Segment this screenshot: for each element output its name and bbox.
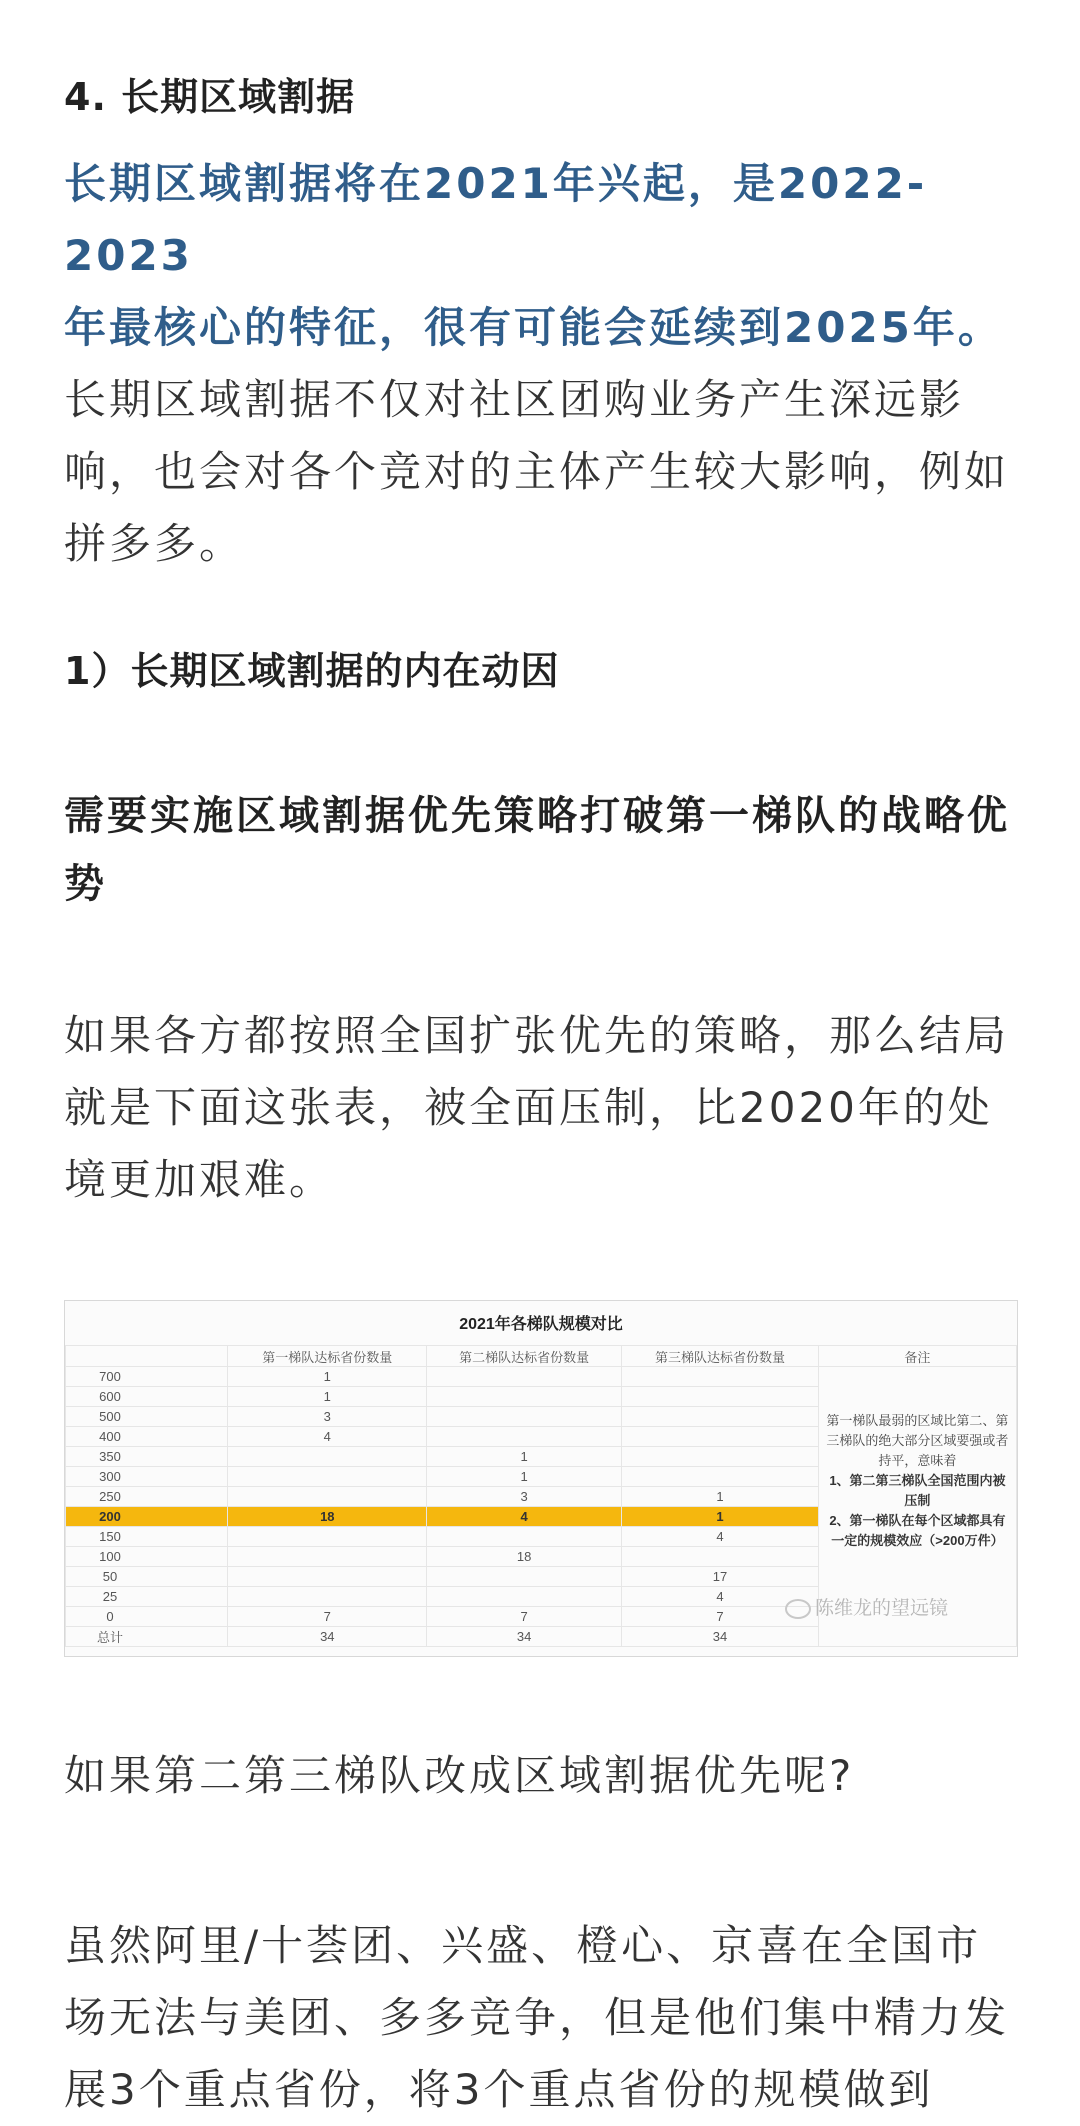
table-cell-tier3 <box>622 1387 819 1407</box>
intro-body: 长期区域割据不仅对社区团购业务产生深远影响，也会对各个竞对的主体产生较大影响，例如拼多多。 <box>64 375 1010 568</box>
watermark-text: 陈维龙的望远镜 <box>815 1598 949 1619</box>
row-label-text: 150 <box>99 1529 121 1544</box>
table-row-label <box>66 1607 228 1627</box>
subheading: 1）长期区域割据的内在动因 <box>64 649 560 693</box>
table-cell-tier1 <box>228 1527 427 1547</box>
table-cell-tier3: 7 <box>622 1607 819 1627</box>
table-cell-tier3 <box>622 1407 819 1427</box>
table-row-label <box>66 1447 228 1467</box>
table-cell-tier1 <box>228 1567 427 1587</box>
wechat-icon <box>785 1599 811 1619</box>
remark-point: 2、第一梯队在每个区域都具有一定的规模效应（>200万件） <box>829 1513 1006 1548</box>
table-cell-tier3: 1 <box>622 1507 819 1527</box>
row-label-text: 250 <box>99 1489 121 1504</box>
table-row-label <box>66 1567 228 1587</box>
row-label-text: 400 <box>99 1429 121 1444</box>
table-cell-tier1: 7 <box>228 1607 427 1627</box>
table-cell-tier1: 34 <box>228 1627 427 1647</box>
table-cell-tier2: 18 <box>427 1547 622 1567</box>
table-cell-tier3: 34 <box>622 1627 819 1647</box>
table-cell-tier2: 34 <box>427 1627 622 1647</box>
table-cell-tier3: 1 <box>622 1487 819 1507</box>
table-row-label <box>66 1527 228 1547</box>
row-label-text: 总计 <box>96 1630 123 1645</box>
table-cell-tier1: 3 <box>228 1407 427 1427</box>
highlight-line-2: 年最核心的特征，很有可能会延续到2025年。 <box>64 303 1003 352</box>
table-cell-tier2: 1 <box>427 1467 622 1487</box>
table-cell-tier1: 1 <box>228 1387 427 1407</box>
row-label-text: 300 <box>99 1469 121 1484</box>
table-cell-tier2 <box>427 1387 622 1407</box>
watermark <box>785 1593 948 1620</box>
table-row-label <box>66 1367 228 1387</box>
remark-point: 1、第二第三梯队全国范围内被压制 <box>829 1473 1006 1508</box>
table-cell-tier3: 17 <box>622 1567 819 1587</box>
row-label-text: 500 <box>99 1409 121 1424</box>
comparison-table-image <box>64 1300 1018 1657</box>
row-label-text: 600 <box>99 1389 121 1404</box>
table-cell-tier2 <box>427 1587 622 1607</box>
table-header-cell <box>66 1346 228 1367</box>
paragraph-2: 如果各方都按照全国扩张优先的策略，那么结局就是下面这张表，被全面压制，比2020年的处境更加艰难。 <box>64 1011 1010 1204</box>
table-header-cell: 第三梯队达标省份数量 <box>622 1346 819 1367</box>
row-label-text: 350 <box>99 1449 121 1464</box>
table-cell-tier3 <box>622 1467 819 1487</box>
table-cell-tier1 <box>228 1547 427 1567</box>
bold-paragraph: 需要实施区域割据优先策略打破第一梯队的战略优势 <box>64 793 1010 907</box>
row-label-text: 700 <box>99 1369 121 1384</box>
row-label-text: 25 <box>102 1589 118 1604</box>
table-cell-tier1: 4 <box>228 1427 427 1447</box>
row-label-text: 0 <box>106 1609 114 1624</box>
table-row-label <box>66 1427 228 1447</box>
table-cell-tier2: 3 <box>427 1487 622 1507</box>
section-heading: 4. 长期区域割据 <box>64 75 356 119</box>
table-header-cell: 备注 <box>818 1346 1016 1367</box>
table-cell-tier2 <box>427 1367 622 1387</box>
table-cell-tier2 <box>427 1527 622 1547</box>
table-cell-tier1: 1 <box>228 1367 427 1387</box>
table-header-cell: 第二梯队达标省份数量 <box>427 1346 622 1367</box>
table-cell-tier2: 4 <box>427 1507 622 1527</box>
table-cell-tier2 <box>427 1567 622 1587</box>
table-row-label <box>66 1387 228 1407</box>
table-cell-tier2 <box>427 1427 622 1447</box>
paragraph-4: 虽然阿里/十荟团、兴盛、橙心、京喜在全国市场无法与美团、多多竞争，但是他们集中精力发展3个重点省份，将3个重点省份的规模做到 <box>64 1921 1010 2114</box>
remark-line: 第一梯队最弱的区域比第二、第三梯队的绝大部分区域要强或者持平，意味着 <box>826 1413 1009 1468</box>
table-cell-tier2: 1 <box>427 1447 622 1467</box>
table-row-label <box>66 1487 228 1507</box>
paragraph-3: 如果第二第三梯队改成区域割据优先呢? <box>64 1751 855 1800</box>
row-label-text: 200 <box>99 1509 121 1524</box>
table-row <box>66 1367 1017 1387</box>
table-cell-tier3 <box>622 1367 819 1387</box>
table-row-label <box>66 1467 228 1487</box>
table-cell-tier2 <box>427 1407 622 1427</box>
table-cell-tier2: 7 <box>427 1607 622 1627</box>
table-row-label <box>66 1627 228 1647</box>
table-cell-tier3 <box>622 1447 819 1467</box>
table-cell-tier3 <box>622 1427 819 1447</box>
table-cell-tier1 <box>228 1447 427 1467</box>
table-cell-tier3 <box>622 1547 819 1567</box>
table-cell-tier1: 18 <box>228 1507 427 1527</box>
row-label-text: 50 <box>102 1569 118 1584</box>
table-header-row <box>66 1346 1017 1367</box>
table-cell-tier1 <box>228 1487 427 1507</box>
table-row-label <box>66 1507 228 1527</box>
highlight-line-1: 长期区域割据将在2021年兴起，是2022-2023 <box>64 159 928 280</box>
table-row-label <box>66 1407 228 1427</box>
table-cell-tier3: 4 <box>622 1587 819 1607</box>
row-label-text: 100 <box>99 1549 121 1564</box>
table-cell-tier1 <box>228 1587 427 1607</box>
table-row-label <box>66 1587 228 1607</box>
table-cell-tier1 <box>228 1467 427 1487</box>
table-cell-tier3: 4 <box>622 1527 819 1547</box>
table-header-cell: 第一梯队达标省份数量 <box>228 1346 427 1367</box>
intro-paragraph <box>64 148 1016 580</box>
table-title: 2021年各梯队规模对比 <box>459 1316 623 1333</box>
table-row-label <box>66 1547 228 1567</box>
